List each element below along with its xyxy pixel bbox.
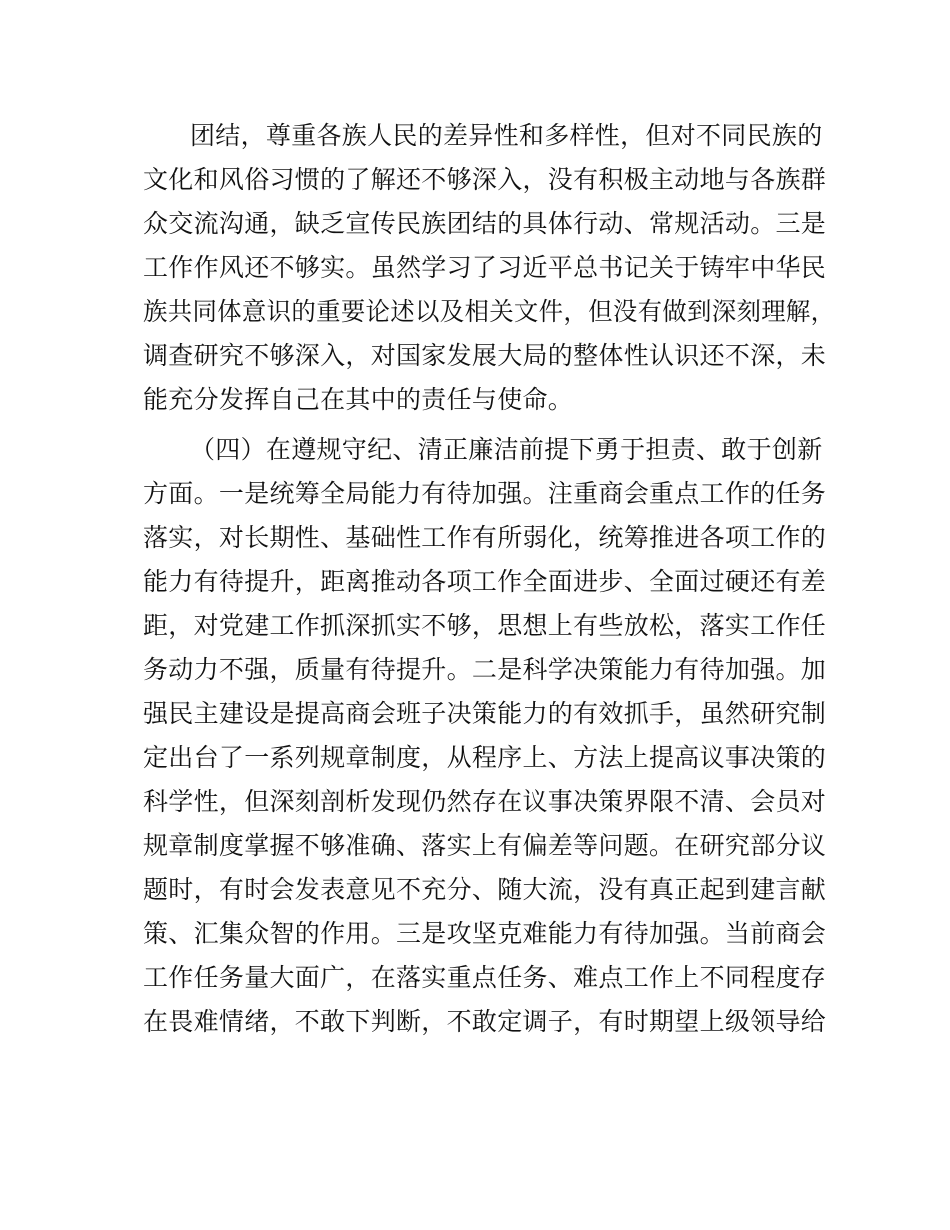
paragraph-line: 规章制度掌握不够准确、落实上有偏差等问题。在研究部分议 bbox=[143, 831, 827, 860]
paragraph-line: 文化和风俗习惯的了解还不够深入，没有积极主动地与各族群 bbox=[143, 165, 827, 194]
paragraph-line: 落实，对长期性、基础性工作有所弱化，统筹推进各项工作的 bbox=[143, 523, 827, 552]
paragraph-line: 工作作风还不够实。虽然学习了习近平总书记关于铸牢中华民 bbox=[143, 253, 827, 282]
paragraph-line: 定出台了一系列规章制度，从程序上、方法上提高议事决策的 bbox=[143, 743, 827, 772]
paragraph-line: 能力有待提升，距离推动各项工作全面进步、全面过硬还有差 bbox=[143, 567, 827, 596]
paragraph-line: 调查研究不够深入，对国家发展大局的整体性认识还不深，未 bbox=[143, 341, 827, 370]
paragraph-line: 团结，尊重各族人民的差异性和多样性，但对不同民族的 bbox=[190, 121, 823, 150]
paragraph-line: 在畏难情绪，不敢下判断，不敢定调子，有时期望上级领导给 bbox=[143, 1007, 827, 1036]
paragraph-line: 众交流沟通，缺乏宣传民族团结的具体行动、常规活动。三是 bbox=[143, 209, 827, 238]
paragraph-line: 族共同体意识的重要论述以及相关文件，但没有做到深刻理解， bbox=[143, 297, 836, 326]
paragraph-line: 强民主建设是提高商会班子决策能力的有效抓手，虽然研究制 bbox=[143, 699, 827, 728]
paragraph-line: 科学性，但深刻剖析发现仍然存在议事决策界限不清、会员对 bbox=[143, 787, 827, 816]
paragraph-line: 题时，有时会发表意见不充分、随大流，没有真正起到建言献 bbox=[143, 875, 827, 904]
section-heading-line: （四）在遵规守纪、清正廉洁前提下勇于担责、敢于创新 bbox=[190, 435, 823, 464]
paragraph-line: 策、汇集众智的作用。三是攻坚克难能力有待加强。当前商会 bbox=[143, 919, 827, 948]
paragraph-line: 务动力不强，质量有待提升。二是科学决策能力有待加强。加 bbox=[143, 655, 827, 684]
paragraph-line: 能充分发挥自己在其中的责任与使命。 bbox=[143, 385, 574, 414]
paragraph-line: 工作任务量大面广，在落实重点任务、难点工作上不同程度存 bbox=[143, 963, 827, 992]
paragraph-line: 方面。一是统筹全局能力有待加强。注重商会重点工作的任务 bbox=[143, 479, 827, 508]
paragraph-line: 距，对党建工作抓深抓实不够，思想上有些放松，落实工作任 bbox=[143, 611, 827, 640]
